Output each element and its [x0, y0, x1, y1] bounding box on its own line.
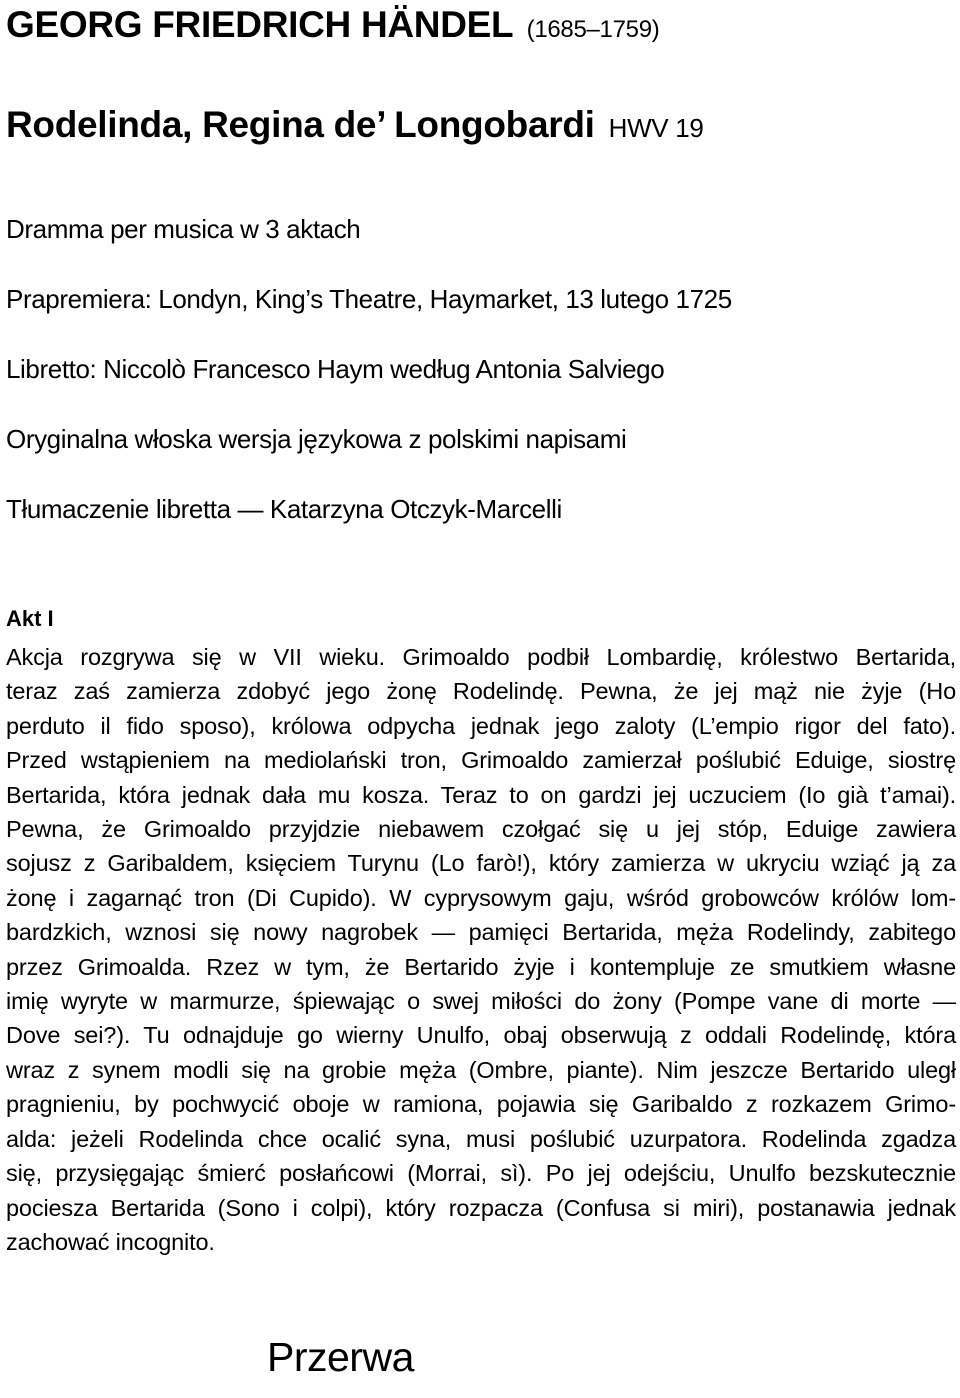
opera-title-heading — [6, 104, 704, 146]
act-synopsis — [6, 640, 956, 1259]
opera-title: Rodelinda, Regina de’ Longobardi — [6, 104, 595, 145]
composer-name: GEORG FRIEDRICH HÄNDEL — [6, 4, 513, 45]
synopsis-line: pragnieniu, by pochwycić oboje w ramiona, pojawia się Garibaldo z rozkazem Grimo- — [6, 1091, 956, 1118]
version-line: Oryginalna włoska wersja językowa z polskimi napisami — [6, 424, 627, 454]
act-heading: Akt I — [6, 606, 54, 631]
translation-line: Tłumaczenie libretta — Katarzyna Otczyk-Marcelli — [6, 494, 562, 524]
synopsis-line: się, przysięgając śmierć posłańcowi (Morrai, sì). Po jej odejściu, Unulfo bezskutecznie — [6, 1160, 956, 1187]
synopsis-line: wraz z synem modli się na grobie męża (Ombre, piante). Nim jeszcze Bertarido uległ — [6, 1056, 956, 1083]
synopsis-line: Akcja rozgrywa się w VII wieku. Grimoaldo podbił Lombardię, królestwo Bertarida, — [6, 644, 956, 670]
composer-years: (1685–1759) — [526, 16, 660, 43]
synopsis-line: alda: jeżeli Rodelinda chce ocalić syna, musi poślubić uzurpatora. Rodelinda zgadza — [6, 1125, 956, 1152]
synopsis-line: Dove sei?). Tu odnajduje go wierny Unulfo, obaj obserwują z oddali Rodelindę, która — [6, 1022, 956, 1049]
intermission-label: Przerwa — [267, 1334, 414, 1380]
synopsis-line: bardzkich, wznosi się nowy nagrobek — pamięci Bertarida, męża Rodelindy, zabitego — [6, 919, 956, 946]
synopsis-line: zachować incognito. — [6, 1228, 215, 1255]
genre-line: Dramma per musica w 3 aktach — [6, 214, 361, 244]
synopsis-line: teraz zaś zamierza zdobyć jego żonę Rodelindę. Pewna, że jej mąż nie żyje (Ho — [6, 678, 956, 705]
composer-heading — [6, 4, 659, 46]
synopsis-line: perduto il fido sposo), królowa odpycha jednak jego zaloty (L’empio rigor del fato). — [6, 712, 956, 739]
synopsis-line: pociesza Bertarida (Sono i colpi), który rozpacza (Confusa si miri), postanawia jednak — [6, 1194, 956, 1221]
synopsis-line: imię wyryte w marmurze, śpiewając o swej miłości do żony (Pompe vane di morte — — [6, 988, 956, 1015]
synopsis-line: przez Grimoalda. Rzez w tym, że Bertarido żyje i kontempluje ze smutkiem własne — [6, 953, 956, 980]
catalog-number: HWV 19 — [608, 113, 704, 143]
synopsis-line: żonę i zagarnąć tron (Di Cupido). W cyprysowym gaju, wśród grobowców królów lom- — [6, 884, 956, 911]
synopsis-line: Przed wstąpieniem na mediolański tron, Grimoaldo zamierzał poślubić Eduige, siostrę — [6, 747, 956, 774]
synopsis-line: Bertarida, która jednak dała mu kosza. Teraz to on gardzi jej uczuciem (Io già t’amai). — [6, 781, 956, 808]
synopsis-line: Pewna, że Grimoaldo przyjdzie niebawem czołgać się u jej stóp, Eduige zawiera — [6, 816, 956, 843]
synopsis-line: sojusz z Garibaldem, księciem Turynu (Lo farò!), który zamierza w ukryciu wziąć ją za — [6, 850, 956, 877]
libretto-line: Libretto: Niccolò Francesco Haym według Antonia Salviego — [6, 354, 665, 384]
premiere-line: Prapremiera: Londyn, King’s Theatre, Haymarket, 13 lutego 1725 — [6, 284, 732, 314]
